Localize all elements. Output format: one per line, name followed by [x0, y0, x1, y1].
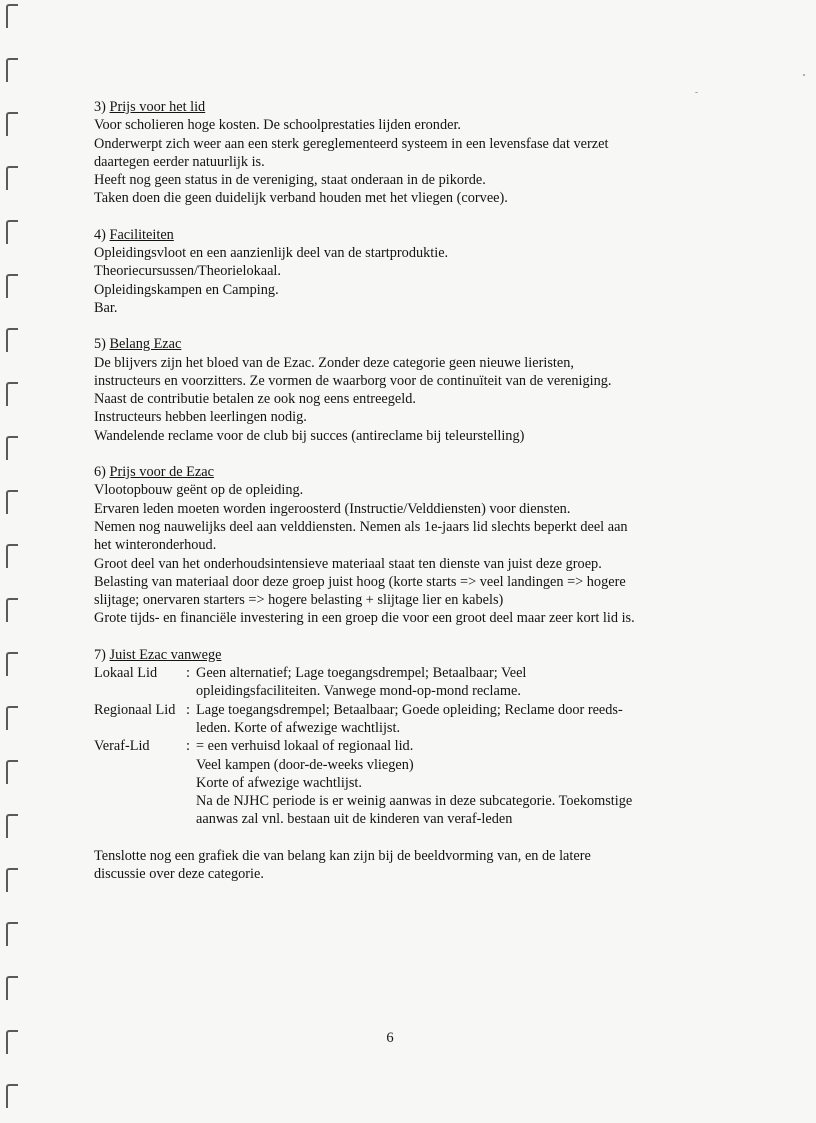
closing-paragraph — [94, 847, 694, 884]
definition-term: Veraf-Lid — [94, 738, 150, 755]
text-line: Opleidingsvloot en een aanzienlijk deel van de startproduktie. — [94, 245, 449, 262]
binding-hole — [6, 274, 18, 298]
text-line: discussie over deze categorie. — [94, 865, 264, 882]
section-belang-ezac — [94, 335, 694, 445]
text-line: Taken doen die geen duidelijk verband houden met het vliegen (corvee). — [94, 190, 508, 207]
binding-hole — [6, 436, 18, 460]
text-line: = een verhuisd lokaal of regionaal lid. — [196, 738, 414, 755]
section-title: Prijs voor het lid — [109, 99, 206, 115]
binding-hole — [6, 760, 18, 784]
section-title: Juist Ezac vanwege — [109, 646, 222, 663]
section-heading — [94, 646, 694, 664]
text-line: De blijvers zijn het bloed van de Ezac. Zonder deze categorie geen nieuwe lieristen, — [94, 354, 574, 371]
text-line: Naast de contributie betalen ze ook nog eens entreegeld. — [94, 391, 416, 408]
text-line: Ervaren leden moeten worden ingeroosterd (Instructie/Velddiensten) voor diensten. — [94, 500, 571, 517]
text-line: Theoriecursussen/Theorielokaal. — [94, 263, 281, 280]
binding-hole — [6, 382, 18, 406]
text-line: Tenslotte nog een grafiek die van belang kan zijn bij de beeldvorming van, en de latere — [94, 847, 591, 864]
binding-hole — [6, 922, 18, 946]
binding-hole — [6, 328, 18, 352]
section-heading — [94, 335, 694, 353]
scan-speck — [803, 74, 805, 76]
text-line: Wandelende reclame voor de club bij succes (antireclame bij teleurstelling) — [94, 427, 525, 444]
text-line: daartegen eerder natuurlijk is. — [94, 153, 265, 170]
definition-colon: : — [186, 738, 190, 755]
text-line: Instructeurs hebben leerlingen nodig. — [94, 409, 307, 426]
section-title: Prijs voor de Ezac — [109, 464, 214, 481]
binding-hole — [6, 58, 18, 82]
definition-body — [196, 701, 694, 738]
ring-binding-holes — [0, 0, 30, 1123]
text-line: opleidingsfaciliteiten. Vanwege mond-op-mond reclame. — [196, 683, 521, 700]
definition-row-lokaal-lid — [94, 664, 694, 701]
binding-hole — [6, 706, 18, 730]
definition-body — [196, 737, 694, 828]
document-body — [94, 98, 694, 883]
text-line: Nemen nog nauwelijks deel aan velddiensten. Nemen als 1e-jaars lid slechts beperkt deel aan — [94, 518, 628, 535]
section-heading — [94, 226, 694, 244]
text-line: Korte of afwezige wachtlijst. — [196, 774, 362, 791]
binding-hole — [6, 220, 18, 244]
text-line: Opleidingskampen en Camping. — [94, 281, 279, 298]
binding-hole — [6, 544, 18, 568]
section-prijs-voor-de-ezac — [94, 463, 694, 628]
binding-hole — [6, 598, 18, 622]
section-heading — [94, 98, 694, 116]
text-line: Groot deel van het onderhoudsintensieve materiaal staat ten dienste van juist deze groep. — [94, 555, 602, 572]
text-line: Geen alternatief; Lage toegangsdrempel; Betaalbaar; Veel — [196, 665, 527, 682]
text-line: Belasting van materiaal door deze groep juist hoog (korte starts => veel landingen => hogere — [94, 573, 626, 590]
binding-hole — [6, 652, 18, 676]
binding-hole — [6, 976, 18, 1000]
page-number: 6 — [386, 1030, 394, 1046]
text-line: Na de NJHC periode is er weinig aanwas in deze subcategorie. Toekomstige — [196, 793, 633, 810]
section-heading — [94, 463, 694, 481]
binding-hole — [6, 166, 18, 190]
text-line: Bar. — [94, 299, 118, 316]
section-number: 4) — [94, 226, 106, 243]
section-prijs-voor-het-lid — [94, 98, 694, 208]
text-line: Vlootopbouw geënt op de opleiding. — [94, 482, 304, 499]
definition-term: Lokaal Lid — [94, 665, 158, 682]
section-title: Faciliteiten — [109, 226, 174, 243]
binding-hole — [6, 112, 18, 136]
text-line: Grote tijds- en financiële investering in een groep die voor een groot deel maar zeer kort lid is. — [94, 610, 635, 627]
text-line: slijtage; onervaren starters => hogere belasting + slijtage lier en kabels) — [94, 592, 504, 609]
text-line: Heeft nog geen status in de vereniging, staat onderaan in de pikorde. — [94, 172, 486, 189]
text-line: instructeurs en voorzitters. Ze vormen de waarborg voor de continuïteit van de vereniging. — [94, 372, 612, 389]
text-line: het winteronderhoud. — [94, 537, 217, 554]
definition-colon: : — [186, 665, 190, 682]
scan-speck — [695, 92, 698, 93]
binding-hole — [6, 4, 18, 28]
text-line: Onderwerpt zich weer aan een sterk gereglementeerd systeem in een levensfase dat verzet — [94, 135, 609, 152]
section-faciliteiten — [94, 226, 694, 317]
text-line: aanwas zal vnl. bestaan uit de kinderen van veraf-leden — [196, 811, 513, 828]
binding-hole — [6, 814, 18, 838]
section-number: 5) — [94, 336, 106, 353]
binding-hole — [6, 1084, 18, 1108]
definition-colon: : — [186, 701, 190, 718]
text-line: leden. Korte of afwezige wachtlijst. — [196, 719, 401, 736]
text-line: Lage toegangsdrempel; Betaalbaar; Goede opleiding; Reclame door reeds- — [196, 701, 623, 718]
definition-row-veraf-lid — [94, 737, 694, 828]
definition-body — [196, 664, 694, 701]
section-juist-ezac-vanwege — [94, 646, 694, 829]
definition-row-regionaal-lid — [94, 701, 694, 738]
binding-hole — [6, 868, 18, 892]
section-number: 7) — [94, 646, 106, 663]
section-title: Belang Ezac — [109, 336, 182, 353]
section-number: 3) — [94, 99, 106, 115]
binding-hole — [6, 490, 18, 514]
definition-term: Regionaal Lid — [94, 701, 176, 718]
section-number: 6) — [94, 464, 106, 481]
text-line: Voor scholieren hoge kosten. De schoolprestaties lijden eronder. — [94, 117, 461, 134]
text-line: Veel kampen (door-de-weeks vliegen) — [196, 756, 414, 773]
